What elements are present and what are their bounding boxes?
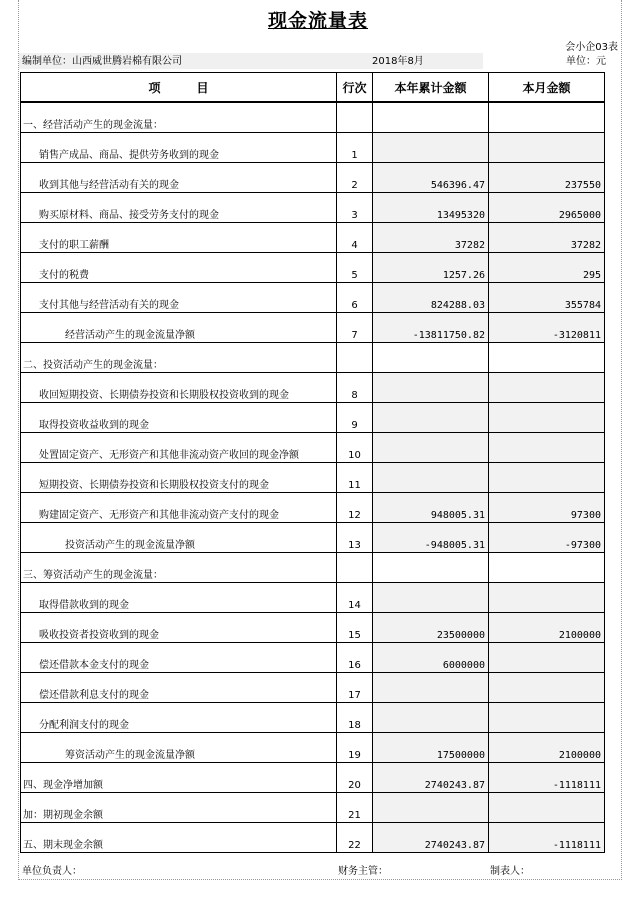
row-label: 取得借款收到的现金 [21,583,337,613]
print-area-bottom-edge [18,879,622,880]
header-month-amount: 本月金额 [489,73,605,103]
table-row [21,673,605,703]
row-ytd-amount: 23500000 [373,613,489,643]
row-line-no [337,102,373,133]
row-label: 购建固定资产、无形资产和其他非流动资产支付的现金 [21,493,337,523]
row-line-no: 8 [337,373,373,403]
row-month-amount: 37282 [489,223,605,253]
table-row [21,193,605,223]
row-label: 三、筹资活动产生的现金流量： [21,553,337,583]
footer-finance: 财务主管： [338,866,388,877]
row-ytd-amount [373,102,489,133]
table-row [21,493,605,523]
header-line-no: 行次 [337,73,373,103]
row-month-amount [489,463,605,493]
table-row [21,253,605,283]
print-area-left-edge [18,0,19,880]
row-label: 购买原材料、商品、接受劳务支付的现金 [21,193,337,223]
row-month-amount: -97300 [489,523,605,553]
table-row [21,793,605,823]
row-line-no: 18 [337,703,373,733]
row-month-amount: -3120811 [489,313,605,343]
row-line-no: 16 [337,643,373,673]
row-line-no [337,553,373,583]
row-line-no: 2 [337,163,373,193]
row-label: 偿还借款利息支付的现金 [21,673,337,703]
table-row [21,463,605,493]
row-month-amount: -1118111 [489,823,605,853]
currency-unit: 单位：元 [566,56,606,67]
row-ytd-amount: -948005.31 [373,523,489,553]
table-row [21,643,605,673]
row-label: 经营活动产生的现金流量净额 [21,313,337,343]
row-month-amount [489,343,605,373]
table-row [21,433,605,463]
row-ytd-amount [373,583,489,613]
row-ytd-amount [373,463,489,493]
row-ytd-amount: 1257.26 [373,253,489,283]
table-row [21,313,605,343]
header-item: 项 目 [21,73,337,103]
row-label: 一、经营活动产生的现金流量： [21,102,337,133]
row-month-amount [489,643,605,673]
table-row [21,613,605,643]
table-row [21,583,605,613]
row-label: 支付的税费 [21,253,337,283]
table-row [21,102,605,133]
row-label: 投资活动产生的现金流量净额 [21,523,337,553]
row-label: 二、投资活动产生的现金流量： [21,343,337,373]
row-month-amount: -1118111 [489,763,605,793]
row-line-no: 21 [337,793,373,823]
row-label: 分配利润支付的现金 [21,703,337,733]
row-ytd-amount [373,793,489,823]
table-row [21,733,605,763]
row-month-amount: 2100000 [489,733,605,763]
report-title: 现金流量表 [267,10,368,32]
row-line-no: 14 [337,583,373,613]
table-row [21,283,605,313]
row-month-amount [489,433,605,463]
table-row [21,823,605,853]
row-month-amount [489,793,605,823]
footer-responsible: 单位负责人： [22,866,82,877]
row-line-no: 9 [337,403,373,433]
row-line-no: 6 [337,283,373,313]
row-ytd-amount [373,373,489,403]
row-ytd-amount: 6000000 [373,643,489,673]
row-ytd-amount: -13811750.82 [373,313,489,343]
row-ytd-amount [373,553,489,583]
row-label: 取得投资收益收到的现金 [21,403,337,433]
row-month-amount [489,553,605,583]
row-ytd-amount [373,703,489,733]
row-month-amount: 295 [489,253,605,283]
row-line-no: 4 [337,223,373,253]
table-row [21,523,605,553]
row-ytd-amount [373,133,489,163]
table-row [21,703,605,733]
row-line-no: 20 [337,763,373,793]
row-label: 收到其他与经营活动有关的现金 [21,163,337,193]
row-ytd-amount: 13495320 [373,193,489,223]
row-ytd-amount: 37282 [373,223,489,253]
row-line-no: 11 [337,463,373,493]
row-line-no: 15 [337,613,373,643]
table-row [21,223,605,253]
row-month-amount [489,673,605,703]
table-row [21,373,605,403]
row-month-amount [489,403,605,433]
print-area-right-edge [621,0,622,880]
row-line-no: 13 [337,523,373,553]
row-ytd-amount: 948005.31 [373,493,489,523]
row-ytd-amount: 17500000 [373,733,489,763]
row-month-amount: 237550 [489,163,605,193]
table-row [21,163,605,193]
row-ytd-amount: 546396.47 [373,163,489,193]
row-line-no: 10 [337,433,373,463]
row-ytd-amount [373,673,489,703]
row-label: 偿还借款本金支付的现金 [21,643,337,673]
row-month-amount [489,102,605,133]
row-label: 筹资活动产生的现金流量净额 [21,733,337,763]
row-label: 四、现金净增加额 [21,763,337,793]
row-label: 收回短期投资、长期债券投资和长期股权投资收到的现金 [21,373,337,403]
row-month-amount [489,373,605,403]
table-row [21,343,605,373]
form-number: 会小企03表 [565,42,618,53]
row-label: 吸收投资者投资收到的现金 [21,613,337,643]
row-month-amount [489,133,605,163]
company-name: 编制单位：山西威世腾岩棉有限公司 [22,56,182,67]
row-month-amount [489,703,605,733]
footer-preparer: 制表人： [490,866,530,877]
row-line-no: 3 [337,193,373,223]
row-label: 处置固定资产、无形资产和其他非流动资产收回的现金净额 [21,433,337,463]
row-line-no: 1 [337,133,373,163]
row-month-amount: 355784 [489,283,605,313]
row-ytd-amount [373,343,489,373]
row-label: 销售产成品、商品、提供劳务收到的现金 [21,133,337,163]
row-line-no: 22 [337,823,373,853]
row-line-no: 5 [337,253,373,283]
row-month-amount: 97300 [489,493,605,523]
row-ytd-amount: 2740243.87 [373,763,489,793]
header-ytd-amount: 本年累计金额 [373,73,489,103]
table-row [21,403,605,433]
table-row [21,553,605,583]
row-ytd-amount [373,403,489,433]
row-ytd-amount: 824288.03 [373,283,489,313]
cash-flow-table [20,72,605,853]
row-label: 加：期初现金余额 [21,793,337,823]
row-line-no: 12 [337,493,373,523]
table-header-row [21,73,605,103]
row-month-amount: 2100000 [489,613,605,643]
report-period: 2018年8月 [372,56,424,67]
row-ytd-amount [373,433,489,463]
row-month-amount [489,583,605,613]
row-label: 五、期末现金余额 [21,823,337,853]
table-row [21,763,605,793]
row-label: 支付其他与经营活动有关的现金 [21,283,337,313]
row-line-no: 7 [337,313,373,343]
row-line-no: 19 [337,733,373,763]
row-ytd-amount: 2740243.87 [373,823,489,853]
row-label: 短期投资、长期债券投资和长期股权投资支付的现金 [21,463,337,493]
table-row [21,133,605,163]
row-line-no [337,343,373,373]
row-label: 支付的职工薪酬 [21,223,337,253]
row-month-amount: 2965000 [489,193,605,223]
row-line-no: 17 [337,673,373,703]
